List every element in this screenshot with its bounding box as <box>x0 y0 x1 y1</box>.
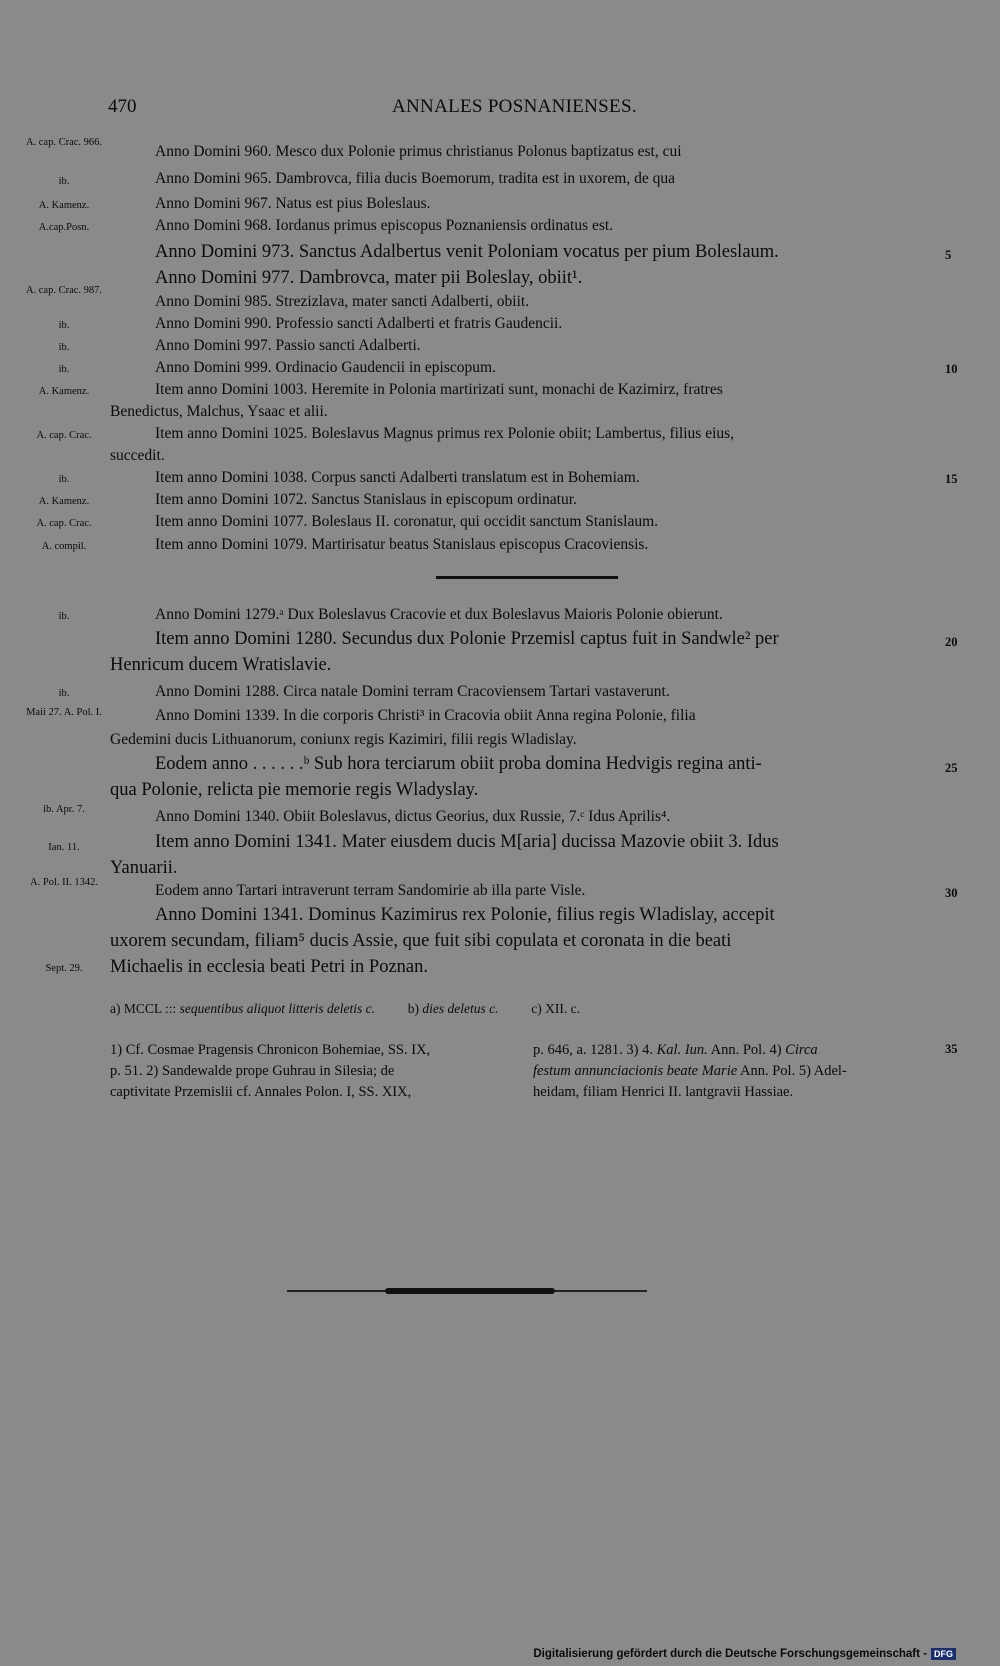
apparatus-c: c) XII. c. <box>531 1001 580 1016</box>
annal-line: Anno Domini 965. Dambrovca, filia ducis Boemorum, tradita est in uxorem, de qua <box>155 170 675 187</box>
footnote-line: 1) Cf. Cosmae Pragensis Chronicon Bohemiae, SS. IX, <box>110 1042 431 1058</box>
line-number: 35 <box>945 1042 958 1056</box>
running-head: ANNALES POSNANIENSES. <box>392 96 637 117</box>
page-number: 470 <box>108 96 137 117</box>
margin-note: ib. <box>58 474 70 485</box>
margin-note: ib. <box>58 611 70 622</box>
line-number: 25 <box>945 761 958 775</box>
annal-line: Item anno Domini 1003. Heremite in Polonia martirizati sunt, monachi de Kazimirz, fratres <box>155 381 723 398</box>
end-divider-ornament <box>385 1288 555 1294</box>
annal-line: Item anno Domini 1025. Boleslavus Magnus primus rex Polonie obiit; Lambertus, filius eius, <box>155 425 735 442</box>
margin-note: A. Pol. II. 1342. <box>30 877 98 888</box>
line-number: 15 <box>945 472 958 486</box>
annal-line: Item anno Domini 1077. Boleslaus II. coronatur, qui occidit sanctum Stanislaum. <box>155 513 659 530</box>
annal-line: Benedictus, Malchus, Ysaac et alii. <box>110 403 328 420</box>
annal-line: Anno Domini 973. Sanctus Adalbertus venit Poloniam vocatus per pium Boleslaum. <box>155 242 779 262</box>
annal-line: Anno Domini 960. Mesco dux Polonie primus christianus Polonus baptizatus est, cui <box>155 143 682 160</box>
annal-line: Anno Domini 990. Professio sancti Adalberti et fratris Gaudencii. <box>155 315 563 332</box>
footnote-line <box>533 1061 847 1082</box>
annal-line: Item anno Domini 1280. Secundus dux Polonie Przemisl captus fuit in Sandwle² per <box>155 629 779 649</box>
annal-line: Item anno Domini 1341. Mater eiusdem ducis M[aria] ducissa Mazovie obiit 3. Idus <box>155 832 779 852</box>
footnote-line: captivitate Przemislii cf. Annales Polon. I, SS. XIX, <box>110 1084 412 1100</box>
annal-line: Item anno Domini 1072. Sanctus Stanislaus in episcopum ordinatur. <box>155 491 577 508</box>
margin-note: A. Kamenz. <box>38 200 90 211</box>
annal-line: Anno Domini 968. Iordanus primus episcopus Poznaniensis ordinatus est. <box>155 217 614 234</box>
margin-note: A. cap. Crac. 987. <box>25 285 103 296</box>
margin-note: A. cap. Crac. <box>36 518 92 529</box>
annal-line: Anno Domini 985. Strezizlava, mater sancti Adalberti, obiit. <box>155 293 530 310</box>
dfg-logo: DFG <box>931 1648 956 1660</box>
margin-note: ib. <box>58 176 70 187</box>
footnote-italic: Kal. Iun. <box>656 1042 708 1058</box>
apparatus-b-label: b) <box>407 1001 423 1016</box>
annal-line: Item anno Domini 1038. Corpus sancti Adalberti translatum est in Bohemiam. <box>155 469 640 486</box>
apparatus-b-text: dies deletus c. <box>422 1001 499 1016</box>
annal-line: Item anno Domini 1079. Martirisatur beatus Stanislaus episcopus Cracoviensis. <box>155 536 649 553</box>
annal-line: Anno Domini 977. Dambrovca, mater pii Boleslay, obiit¹. <box>155 268 583 288</box>
margin-note: A. cap. Crac. 966. <box>25 137 103 148</box>
margin-note: A. compil. <box>41 541 87 552</box>
annal-line: Eodem anno Tartari intraverunt terram Sandomirie ab illa parte Visle. <box>155 882 586 899</box>
apparatus-a-label: a) MCCL ::: <box>110 1001 180 1016</box>
margin-note: Sept. 29. <box>45 963 83 974</box>
footnote-text: p. 646, a. 1281. 3) 4. <box>533 1042 654 1058</box>
annal-line: Henricum ducem Wratislavie. <box>110 655 332 675</box>
line-number: 20 <box>945 635 958 649</box>
footnotes-right <box>533 1040 847 1103</box>
annal-line: Anno Domini 1339. In die corporis Christi³ in Cracovia obiit Anna regina Polonie, filia <box>155 707 696 724</box>
annal-line: Anno Domini 967. Natus est pius Boleslaus. <box>155 195 431 212</box>
margin-note: ib. <box>58 688 70 699</box>
footnote-italic: festum annunciacionis beate Marie <box>533 1063 738 1079</box>
margin-note: A. Kamenz. <box>38 386 90 397</box>
annal-line: Anno Domini 1340. Obiit Boleslavus, dictus Georius, dux Russie, 7.ᶜ Idus Aprilis⁴. <box>155 808 671 825</box>
line-number: 30 <box>945 886 958 900</box>
annal-line: qua Polonie, relicta pie memorie regis Wladyslay. <box>110 780 479 800</box>
critical-apparatus <box>110 1001 580 1017</box>
annal-line: Anno Domini 997. Passio sancti Adalberti. <box>155 337 421 354</box>
margin-note: A. cap. Crac. <box>36 430 92 441</box>
annal-line: Anno Domini 1341. Dominus Kazimirus rex Polonie, filius regis Wladislay, accepit <box>155 905 775 925</box>
annal-line: Anno Domini 999. Ordinacio Gaudencii in episcopum. <box>155 359 496 376</box>
margin-note: A. Kamenz. <box>38 496 90 507</box>
annal-line: Anno Domini 1279.ᵃ Dux Boleslavus Cracovie et dux Boleslavus Maioris Polonie obierunt. <box>155 606 723 623</box>
margin-note: Maii 27. A. Pol. I. <box>26 707 102 718</box>
annal-line: Eodem anno . . . . . .ᵇ Sub hora terciarum obiit proba domina Hedvigis regina anti- <box>155 754 762 774</box>
annal-line: Yanuarii. <box>110 858 178 878</box>
footnotes-left <box>110 1040 430 1103</box>
margin-note: Ian. 11. <box>48 842 80 853</box>
credit-text: Digitalisierung gefördert durch die Deutsche Forschungsgemeinschaft - <box>533 1648 927 1660</box>
footnote-italic: Circa <box>785 1042 818 1058</box>
margin-note: ib. <box>58 364 70 375</box>
margin-note: ib. Apr. 7. <box>43 804 85 815</box>
apparatus-a-text: sequentibus aliquot litteris deletis c. <box>179 1001 375 1016</box>
annal-line: succedit. <box>110 447 165 464</box>
digitization-credit <box>533 1648 956 1660</box>
footnote-text: Ann. Pol. 5) Adel- <box>740 1063 847 1079</box>
margin-note: ib. <box>58 342 70 353</box>
annal-line: Anno Domini 1288. Circa natale Domini terram Cracoviensem Tartari vastaverunt. <box>155 683 670 700</box>
annal-line: uxorem secundam, filiam⁵ ducis Assie, que fuit sibi copulata et coronata in die beati <box>110 931 732 951</box>
line-number: 5 <box>945 248 952 262</box>
margin-note: A.cap.Posn. <box>38 222 90 233</box>
margin-note: ib. <box>58 320 70 331</box>
footnote-line <box>533 1040 847 1061</box>
line-number: 10 <box>945 362 958 376</box>
section-divider <box>436 576 618 579</box>
annal-line: Michaelis in ecclesia beati Petri in Poznan. <box>110 957 428 977</box>
annal-line: Gedemini ducis Lithuanorum, coniunx regis Kazimiri, filii regis Wladislay. <box>110 731 577 748</box>
footnote-text: Ann. Pol. 4) <box>710 1042 782 1058</box>
footnote-line: p. 51. 2) Sandewalde prope Guhrau in Silesia; de <box>110 1063 395 1079</box>
footnote-line: heidam, filiam Henrici II. lantgravii Hassiae. <box>533 1084 794 1100</box>
